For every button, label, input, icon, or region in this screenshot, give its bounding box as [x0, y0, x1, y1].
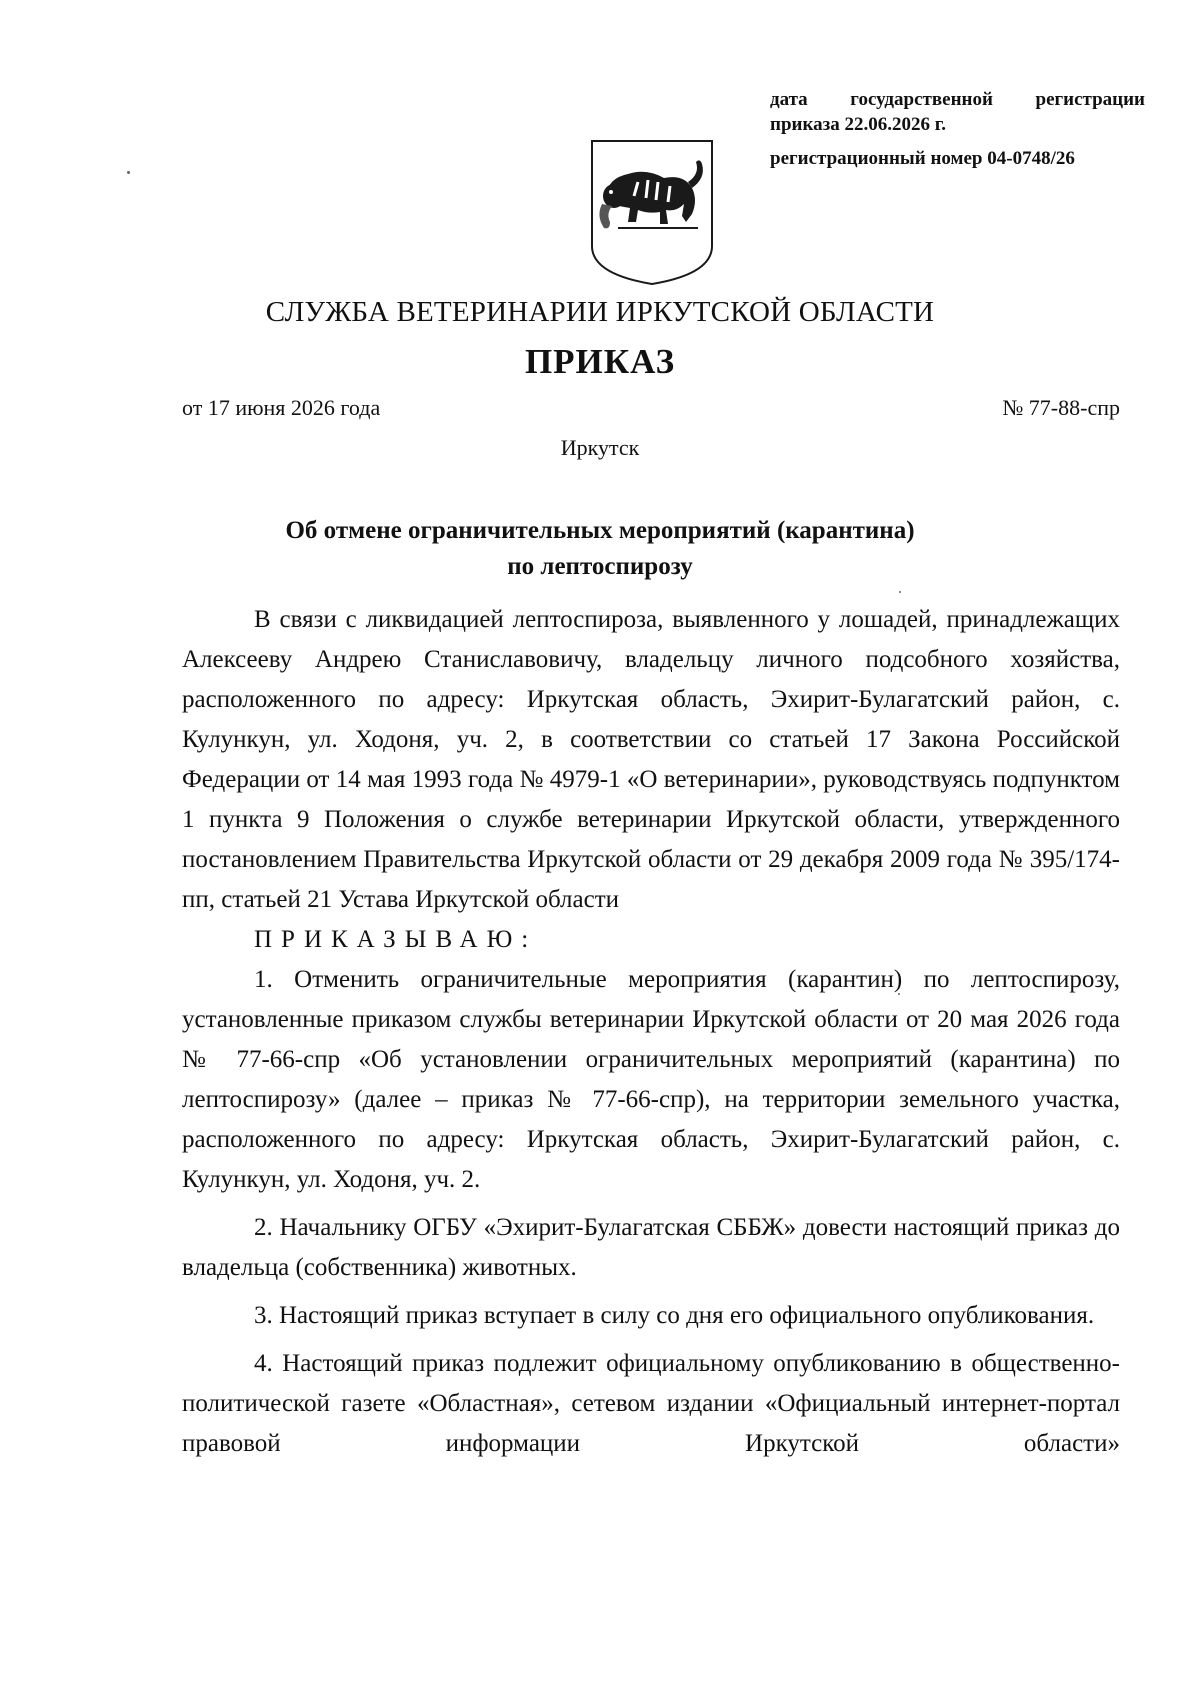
order-item-2: 2. Начальнику ОГБУ «Эхирит-Булагатская СББЖ» довести настоящий приказ до владельца (собственника) животных.: [182, 1214, 1120, 1281]
preamble-paragraph: В связи с ликвидацией лептоспироза, выявленного у лошадей, принадлежащих Алексееву Андрею Станиславовичу, владельцу личного подсобного хозяйства, расположенного по адресу: Иркутская область, Эхирит-Булагатский район, с. Кулункун, ул. Ходоня, уч. 2, в соответствии со статьей 17 Закона Российской Федерации от 14 мая 1993 года № 4979-1 «О ветеринарии», руководствуясь подпунктом 1 пункта 9 Положения о службе ветеринарии Иркутской области, утвержденного постановлением Правительства Иркутской области от 29 декабря 2009 года № 395/174-пп, статьей 21 Устава Иркутской области: [182, 606, 1120, 913]
registration-date-value: приказа 22.06.2026 г.: [770, 113, 946, 135]
order-directive: ПРИКАЗЫВАЮ:: [254, 926, 538, 953]
subject-line-2: по лептоспирозу: [507, 553, 693, 581]
subject-line-1: Об отмене ограничительных мероприятий (карантина): [285, 517, 915, 544]
order-date: от 17 июня 2026 года: [182, 395, 381, 420]
order-body: [182, 600, 1120, 1464]
order-city: Иркутск: [560, 435, 640, 460]
scan-speck: [898, 993, 900, 995]
registration-stamp: [770, 88, 1145, 172]
organization-name: СЛУЖБА ВЕТЕРИНАРИИ ИРКУТСКОЙ ОБЛАСТИ: [265, 296, 935, 328]
registration-number: регистрационный номер 04-0748/26: [770, 148, 1075, 170]
order-number: № 77-88-спр: [1002, 395, 1120, 420]
order-item-4: 4. Настоящий приказ подлежит официальному опубликованию в общественно-политической газете «Областная», сетевом издании «Официальный интернет-портал правовой информации Иркутской области»: [182, 1350, 1120, 1457]
scan-speck: [127, 171, 130, 174]
order-item-1: 1. Отменить ограничительные мероприятия (карантин) по лептоспирозу, установленные приказом службы ветеринарии Иркутской области от 20 мая 2026 года № 77-66-спр «Об установлении ограничительных мероприятий (карантина) по лептоспирозу» (далее – приказ № 77-66-спр), на территории земельного участка, расположенного по адресу: Иркутская область, Эхирит-Булагатский район, с. Кулункун, ул. Ходоня, уч. 2.: [182, 966, 1120, 1193]
document-kind: ПРИКАЗ: [524, 342, 676, 381]
scan-speck: [899, 591, 901, 593]
order-subject: [200, 513, 1000, 586]
registration-date-label: дата государственной регистрации: [770, 89, 1145, 110]
irkutsk-coat-of-arms-icon: [588, 138, 716, 286]
order-item-3: 3. Настоящий приказ вступает в силу со дня его официального опубликования.: [254, 1302, 1095, 1329]
